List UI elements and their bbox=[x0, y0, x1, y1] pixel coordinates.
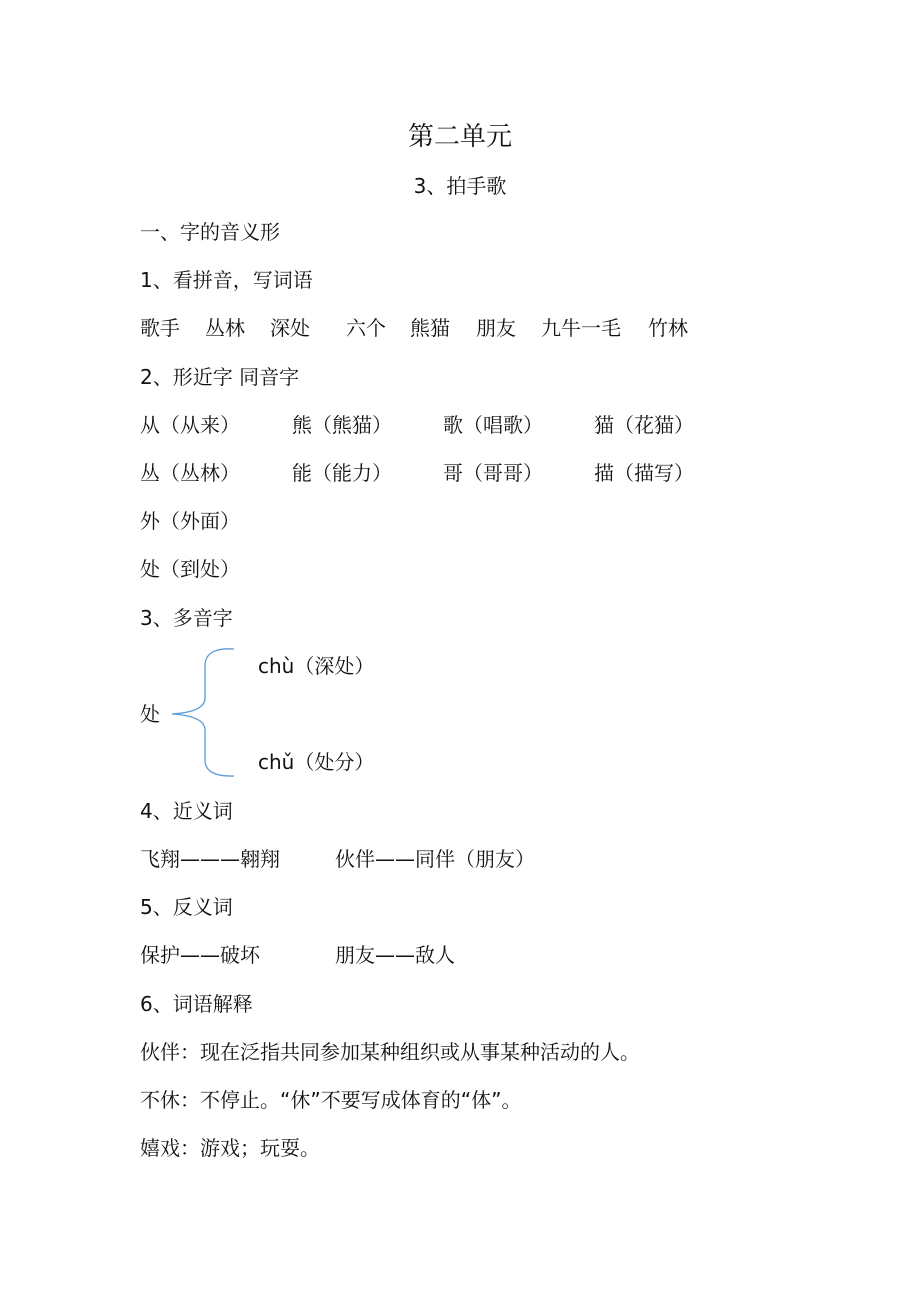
section-heading: 一、字的音义形 bbox=[140, 220, 280, 244]
item1-heading: 1、看拼音，写词语 bbox=[140, 268, 313, 292]
similar-char: 丛（丛林） bbox=[140, 461, 240, 485]
antonym-pair: 保护——破坏 bbox=[140, 943, 260, 967]
polyphone-reading: chù（深处） bbox=[258, 654, 375, 678]
antonym-pair: 朋友——敌人 bbox=[335, 943, 455, 967]
word: 六个 bbox=[346, 316, 386, 340]
similar-char: 哥（哥哥） bbox=[443, 461, 543, 485]
similar-char: 描（描写） bbox=[594, 461, 694, 485]
similar-char: 外（外面） bbox=[140, 509, 240, 533]
word: 熊猫 bbox=[410, 316, 450, 340]
similar-char: 猫（花猫） bbox=[594, 413, 694, 437]
word: 竹林 bbox=[648, 316, 688, 340]
polyphone-reading: chǔ（处分） bbox=[258, 750, 375, 774]
similar-char: 处（到处） bbox=[140, 557, 240, 581]
item2-heading: 2、形近字 同音字 bbox=[140, 365, 300, 389]
item6-heading: 6、词语解释 bbox=[140, 992, 253, 1016]
definition-entry: 伙伴：现在泛指共同参加某种组织或从事某种活动的人。 bbox=[140, 1040, 640, 1064]
lesson-title: 3、拍手歌 bbox=[413, 174, 507, 198]
word: 朋友 bbox=[476, 316, 516, 340]
synonym-pair: 飞翔———翱翔 bbox=[140, 847, 280, 871]
word: 丛林 bbox=[205, 316, 245, 340]
item3-heading: 3、多音字 bbox=[140, 606, 233, 630]
similar-char: 从（从来） bbox=[140, 413, 240, 437]
word: 九牛一毛 bbox=[541, 316, 621, 340]
word: 深处 bbox=[270, 316, 310, 340]
curly-brace-icon bbox=[168, 646, 238, 780]
similar-char: 能（能力） bbox=[292, 461, 392, 485]
unit-title: 第二单元 bbox=[407, 122, 512, 152]
polyphone-char: 处 bbox=[140, 702, 160, 726]
synonym-pair: 伙伴——同伴（朋友） bbox=[335, 847, 535, 871]
word: 歌手 bbox=[140, 316, 180, 340]
similar-char: 熊（熊猫） bbox=[292, 413, 392, 437]
similar-char: 歌（唱歌） bbox=[443, 413, 543, 437]
item5-heading: 5、反义词 bbox=[140, 895, 233, 919]
definition-entry: 不休：不停止。“休”不要写成体育的“体”。 bbox=[140, 1088, 522, 1112]
item4-heading: 4、近义词 bbox=[140, 799, 233, 823]
definition-entry: 嬉戏：游戏；玩耍。 bbox=[140, 1136, 320, 1160]
